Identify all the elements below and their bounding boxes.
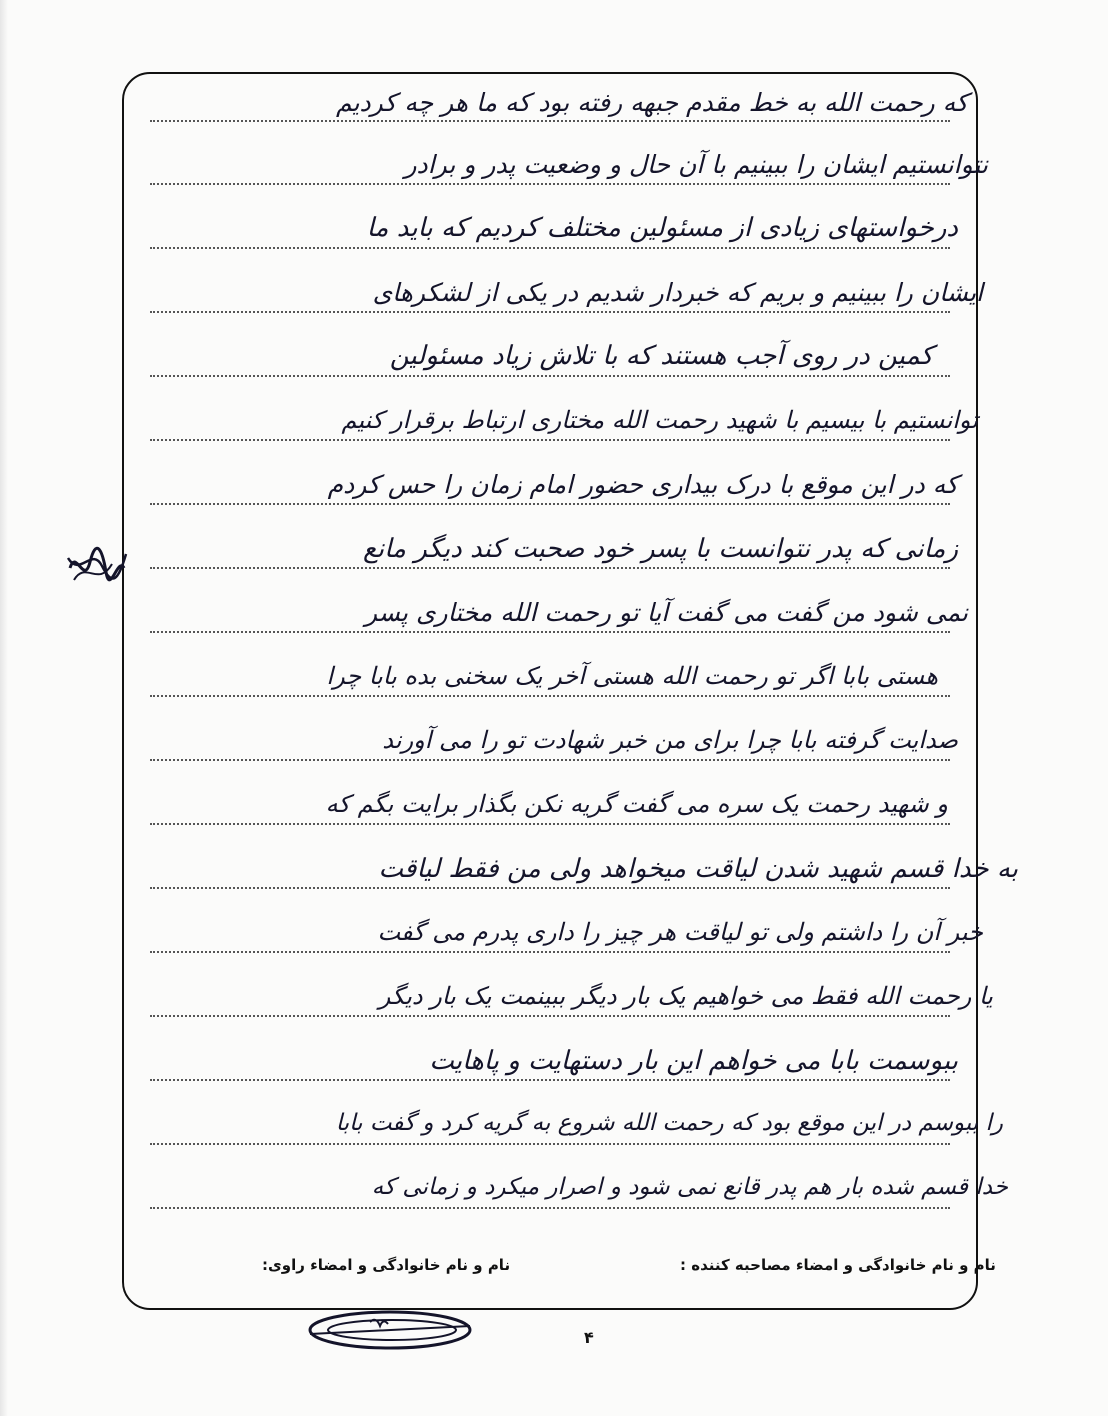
margin-scribble — [62, 538, 132, 598]
handwritten-line-1: که رحمت الله به خط مقدم جبهه رفته بود که ما هر چه کردیم — [335, 88, 968, 117]
ruled-line — [150, 439, 950, 441]
handwritten-line-6: توانستیم با بیسیم با شهید رحمت الله مختاری ارتباط برقرار کنیم — [341, 406, 978, 434]
ruled-line — [150, 311, 950, 313]
page-edge-shadow — [0, 0, 8, 1416]
ruled-line — [150, 951, 950, 953]
handwritten-line-13: به خدا قسم شهید شدن لیاقت میخواهد ولی من فقط لیاقت — [378, 854, 1018, 884]
handwritten-line-15: یا رحمت الله فقط می خواهیم یک بار دیگر ببینمت یک بار دیگر — [378, 982, 993, 1010]
signature-image — [300, 1300, 500, 1370]
ruled-line — [150, 631, 950, 633]
ruled-line — [150, 1079, 950, 1081]
ruled-line — [150, 120, 950, 122]
handwritten-line-5: کمین در روی آجب هستند که با تلاش زیاد مسئولین — [389, 341, 933, 371]
ruled-line — [150, 1143, 950, 1145]
ruled-line — [150, 567, 950, 569]
narrator-signature-label: نام و نام خانوادگی و امضاء راوی: — [262, 1256, 511, 1274]
ruled-line — [150, 759, 950, 761]
ruled-line — [150, 183, 950, 185]
handwritten-line-18: خدا قسم شده بار هم پدر قانع نمی شود و اصرار میکرد و زمانی که — [371, 1174, 1008, 1200]
ruled-line — [150, 375, 950, 377]
ruled-line — [150, 247, 950, 249]
handwritten-line-8: زمانی که پدر نتوانست با پسر خود صحبت کند دیگر مانع — [363, 534, 958, 564]
handwritten-line-11: صدایت گرفته بابا چرا برای من خبر شهادت تو را می آورند — [382, 726, 958, 754]
handwritten-line-16: ببوسمت بابا می خواهم این بار دستهایت و پاهایت — [429, 1046, 958, 1076]
page-number: ۴ — [584, 1328, 594, 1347]
handwritten-line-3: درخواستهای زیادی از مسئولین مختلف کردیم که باید ما — [366, 213, 958, 243]
ruled-line — [150, 887, 950, 889]
handwritten-line-14: خبر آن را داشتم ولی تو لیاقت هر چیز را داری پدرم می گفت — [377, 918, 983, 946]
handwritten-line-17: را ببوسم در این موقع بود که رحمت الله شروع به گریه کرد و گفت بابا — [335, 1110, 1003, 1136]
handwritten-line-9: نمی شود من گفت می گفت آیا تو رحمت الله مختاری پسر — [364, 598, 968, 627]
handwritten-line-2: نتوانستیم ایشان را ببینیم با آن حال و وضعیت پدر و برادر — [404, 150, 988, 179]
ruled-line — [150, 1207, 950, 1209]
ruled-line — [150, 503, 950, 505]
handwritten-line-7: که در این موقع با درک بیداری حضور امام زمان را حس کردم — [327, 470, 958, 499]
interviewer-signature-label: نام و نام خانوادگی و امضاء مصاحبه کننده : — [680, 1256, 996, 1274]
handwritten-line-10: هستی بابا اگر تو رحمت الله هستی آخر یک سخنی بده بابا چرا — [326, 662, 938, 690]
handwritten-line-12: و شهید رحمت یک سره می گفت گریه نکن بگذار برایت بگم که — [325, 790, 948, 818]
handwritten-line-4: ایشان را ببینیم و بریم که خبردار شدیم در یکی از لشکرهای — [372, 278, 983, 307]
ruled-line — [150, 1015, 950, 1017]
ruled-line — [150, 695, 950, 697]
ruled-line — [150, 823, 950, 825]
